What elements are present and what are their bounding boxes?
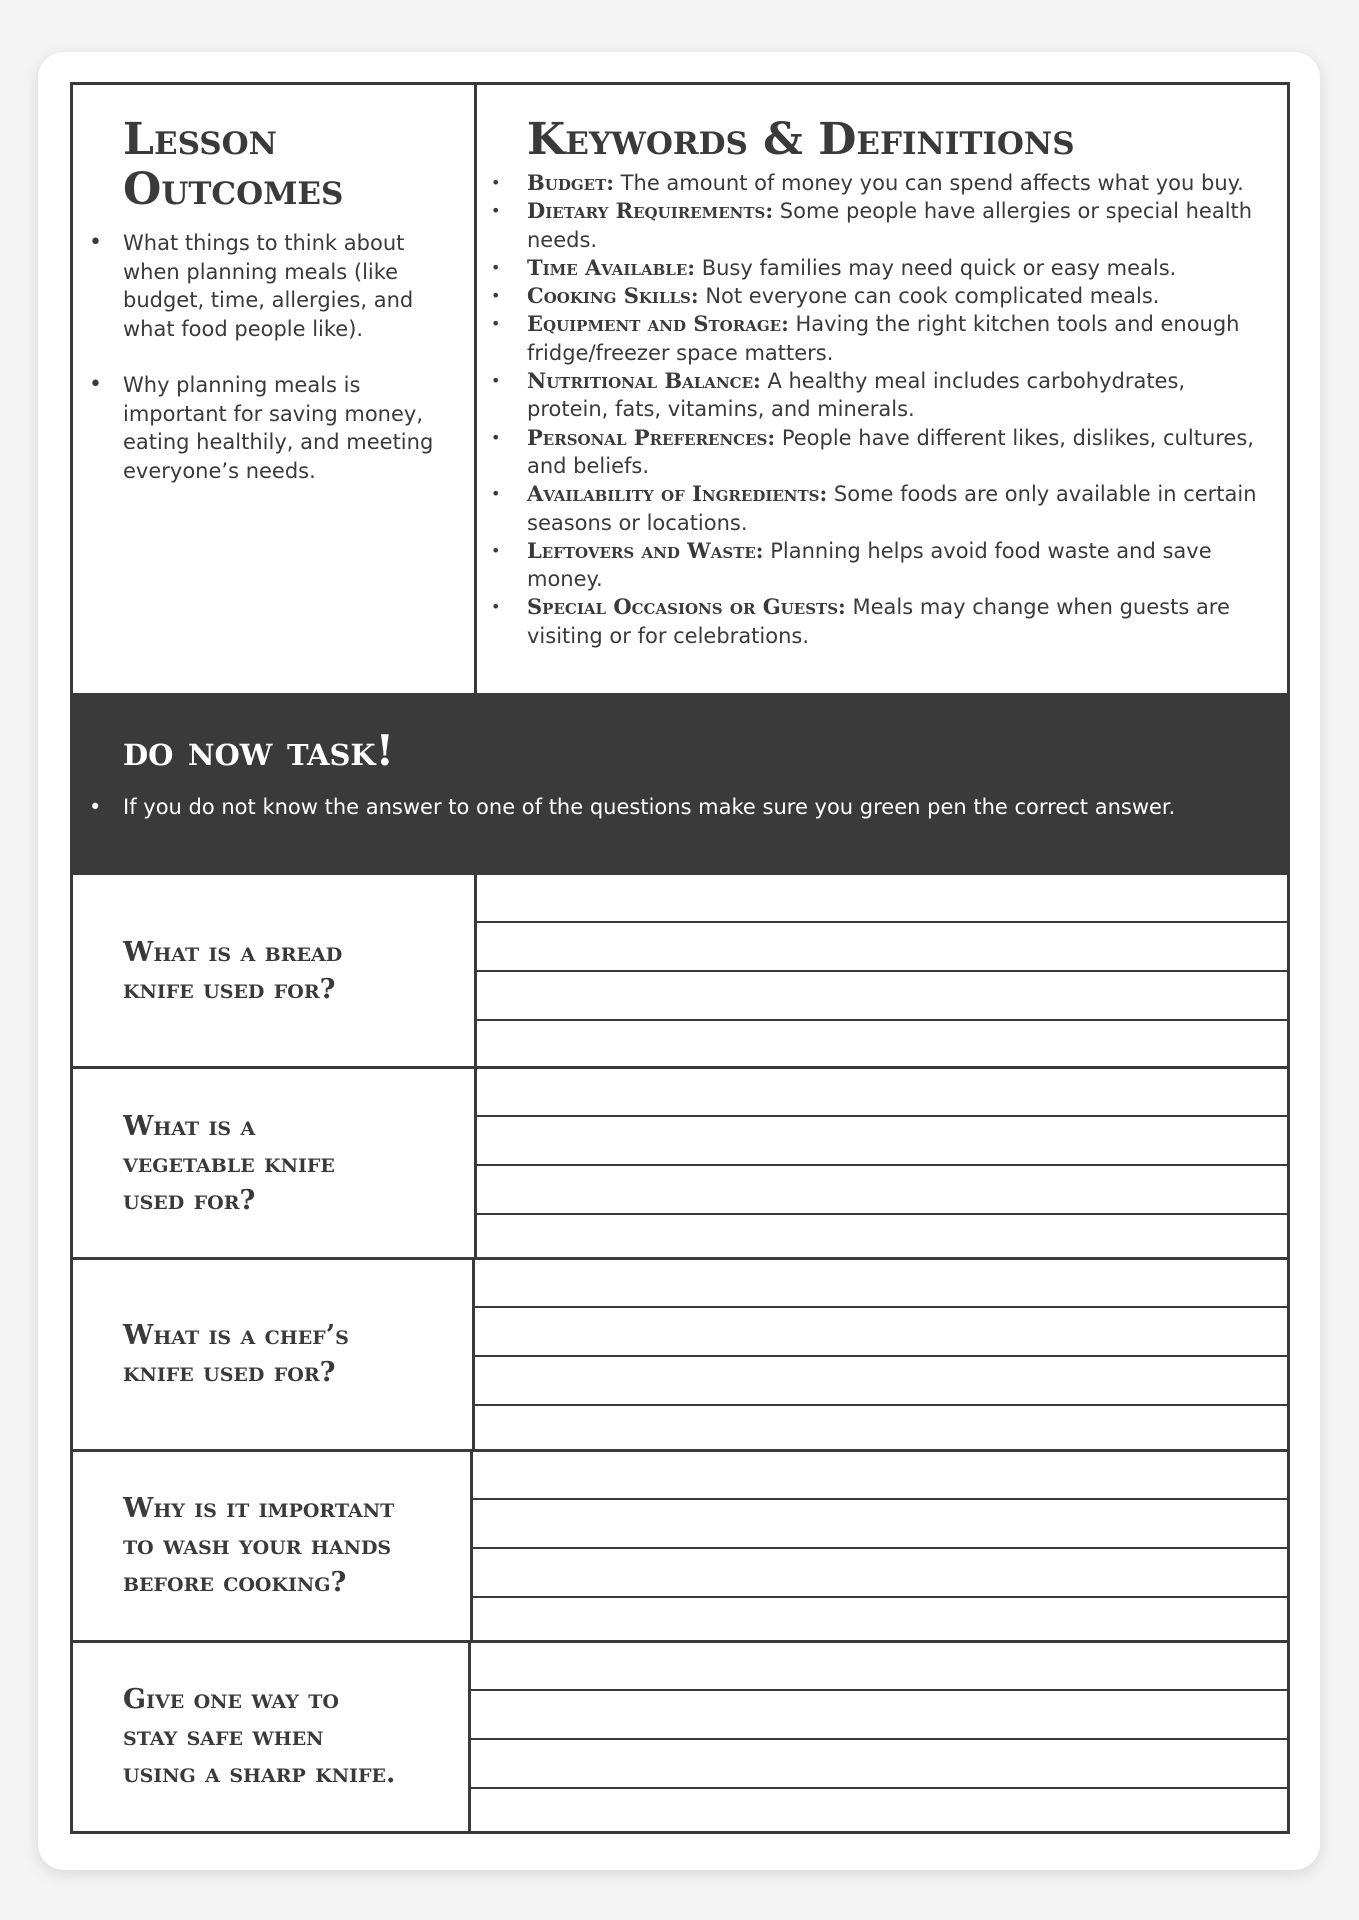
answer-line	[477, 1213, 1287, 1215]
keyword-definition: Some foods are only available in certain seasons or locations.	[527, 482, 1257, 535]
lesson-outcomes-title-line2: Outcomes	[123, 164, 344, 215]
question-label	[73, 1643, 471, 1831]
answer-line	[477, 970, 1287, 972]
keyword-item	[527, 593, 1269, 650]
keyword-term: Nutritional Balance:	[527, 368, 761, 394]
do-now-banner	[73, 693, 1287, 875]
answer-line	[477, 921, 1287, 923]
keyword-term: Budget:	[527, 170, 614, 195]
answer-lines[interactable]	[475, 1260, 1287, 1448]
answer-line	[471, 1787, 1287, 1789]
outcome-item: • Why planning meals is important for saving money, eating healthily, and meeting everyone’s needs.	[123, 371, 454, 485]
keyword-term: Dietary Requirements:	[527, 198, 774, 224]
keyword-item	[527, 197, 1269, 254]
keyword-definition: People have different likes, dislikes, cultures, and beliefs.	[527, 425, 1254, 478]
keyword-term: Leftovers and Waste:	[527, 537, 764, 563]
lesson-outcomes-panel	[73, 85, 477, 693]
keyword-term: Time Available:	[527, 254, 696, 280]
keyword-definition: Busy families may need quick or easy meals.	[695, 255, 1177, 280]
answer-line	[471, 1738, 1287, 1740]
keyword-term: Personal Preferences:	[527, 424, 776, 450]
question-text: What is a vegetable knife used for?	[123, 1110, 335, 1216]
question-row	[73, 1066, 1287, 1257]
worksheet	[70, 82, 1290, 1834]
question-text: What is a bread knife used for?	[123, 936, 343, 1005]
answer-lines[interactable]	[473, 1452, 1287, 1640]
do-now-note: • If you do not know the answer to one of the questions make sure you green pen the correct answer.	[123, 795, 1287, 819]
answer-line	[473, 1498, 1287, 1500]
lesson-outcomes-title	[123, 115, 454, 215]
answer-line	[471, 1689, 1287, 1691]
question-text: Give one way to stay safe when using a sharp knife.	[123, 1684, 396, 1790]
keyword-term: Cooking Skills:	[527, 283, 699, 309]
answer-lines[interactable]	[477, 1069, 1287, 1257]
questions-area	[73, 875, 1287, 1831]
keyword-definition: Meals may change when guests are visiting or for celebrations.	[527, 595, 1230, 648]
keywords-list	[527, 169, 1269, 650]
question-row	[73, 1449, 1287, 1640]
keyword-item	[527, 424, 1269, 481]
keyword-item	[527, 282, 1269, 310]
do-now-title: do now task!	[123, 726, 395, 775]
answer-line	[475, 1355, 1287, 1357]
lesson-outcomes-title-line1: Lesson	[123, 114, 277, 165]
keyword-definition: Having the right kitchen tools and enough fridge/freezer space matters.	[527, 312, 1240, 365]
question-row	[73, 875, 1287, 1066]
answer-line	[477, 1115, 1287, 1117]
question-label	[73, 875, 477, 1066]
keyword-item	[527, 254, 1269, 282]
answer-line	[473, 1547, 1287, 1549]
keywords-title: Keywords & Definitions	[527, 114, 1075, 165]
question-row	[73, 1257, 1287, 1448]
keyword-definition: Some people have allergies or special health needs.	[527, 199, 1253, 252]
keyword-term: Equipment and Storage:	[527, 311, 789, 337]
keyword-definition: The amount of money you can spend affects what you buy.	[614, 171, 1244, 195]
outcome-item: • What things to think about when planning meals (like budget, time, allergies, and what food people like).	[123, 229, 454, 343]
answer-line	[477, 1019, 1287, 1021]
keyword-definition: A healthy meal includes carbohydrates, protein, fats, vitamins, and minerals.	[527, 369, 1186, 422]
top-section	[73, 85, 1287, 693]
question-label	[73, 1069, 477, 1257]
answer-line	[473, 1596, 1287, 1598]
answer-line	[475, 1306, 1287, 1308]
lesson-outcomes-list	[123, 229, 454, 485]
answer-lines[interactable]	[477, 875, 1287, 1066]
keywords-panel	[477, 85, 1287, 693]
question-label	[73, 1260, 475, 1448]
question-text: Why is it important to wash your hands before cooking?	[123, 1493, 395, 1599]
question-row	[73, 1640, 1287, 1831]
keyword-term: Availability of Ingredients:	[527, 481, 828, 507]
question-text: What is a chef’s knife used for?	[123, 1320, 349, 1389]
answer-line	[475, 1404, 1287, 1406]
answer-lines[interactable]	[471, 1643, 1287, 1831]
answer-line	[477, 1164, 1287, 1166]
keyword-term: Special Occasions or Guests:	[527, 594, 846, 620]
keyword-item	[527, 480, 1269, 537]
keyword-item	[527, 367, 1269, 424]
keyword-item	[527, 169, 1269, 197]
keyword-item	[527, 310, 1269, 367]
keyword-definition: Planning helps avoid food waste and save money.	[527, 538, 1212, 592]
question-label	[73, 1452, 473, 1640]
keyword-definition: Not everyone can cook complicated meals.	[698, 284, 1160, 309]
keyword-item	[527, 537, 1269, 594]
